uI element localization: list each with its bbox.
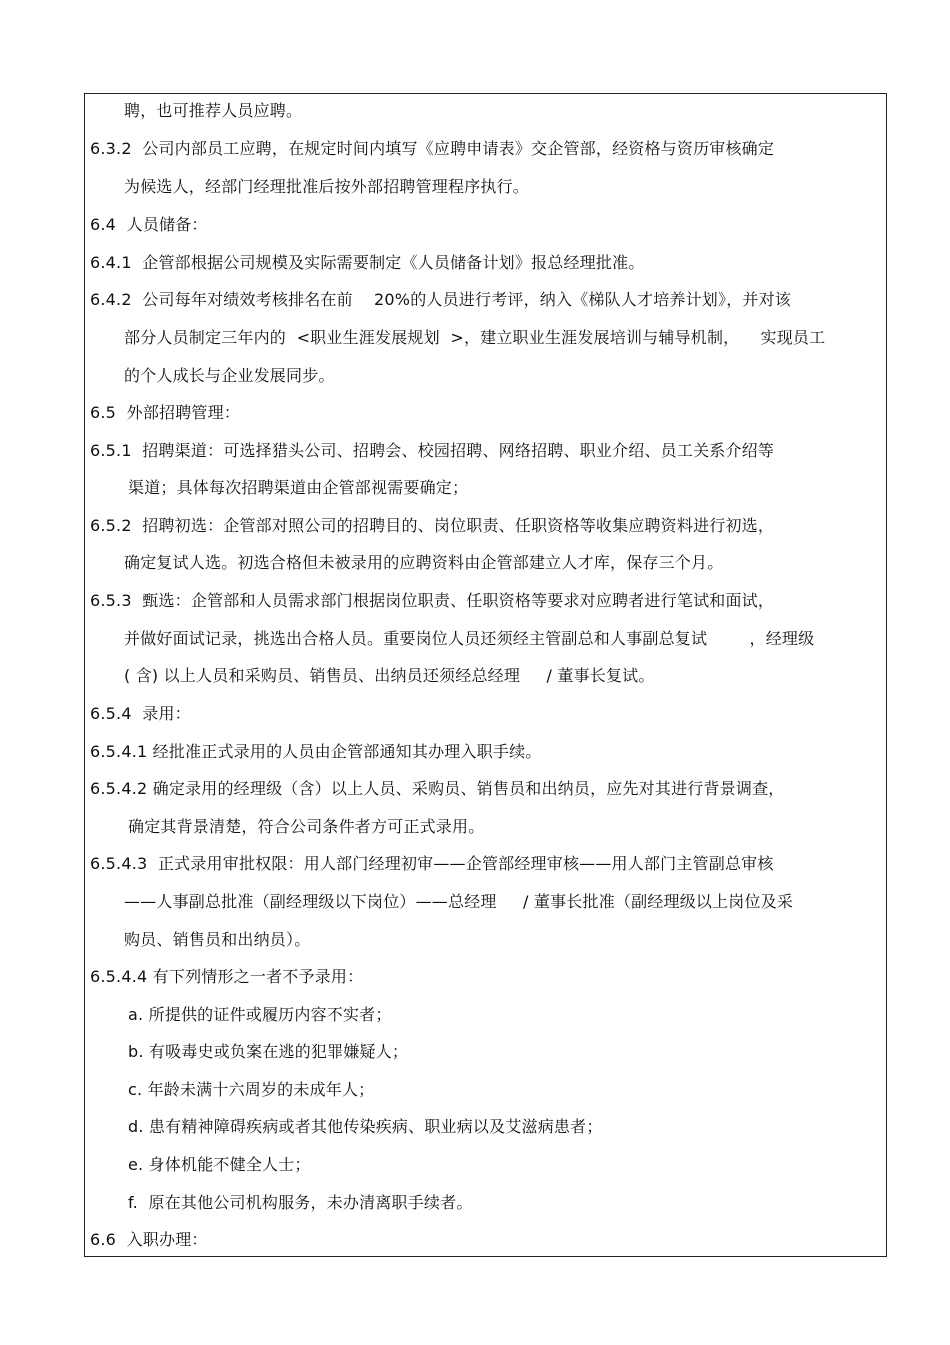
- text-line: 的个人成长与企业发展同步。: [124, 366, 335, 385]
- list-item-e: e. 身体机能不健全人士；: [128, 1155, 311, 1174]
- clause-6-5-2: 6.5.2 招聘初选：企管部对照公司的招聘目的、岗位职责、任职资格等收集应聘资料进行初选，: [90, 516, 775, 535]
- clause-6-5-1: 6.5.1 招聘渠道：可选择猎头公司、招聘会、校园招聘、网络招聘、职业介绍、员工关系介绍等: [90, 441, 775, 460]
- clause-6-3-2: 6.3.2 公司内部员工应聘，在规定时间内填写《应聘申请表》交企管部，经资格与资历审核确定: [90, 139, 775, 158]
- list-item-d: d. 患有精神障碍疾病或者其他传染疾病、职业病以及艾滋病患者；: [128, 1117, 603, 1136]
- list-item-a: a. 所提供的证件或履历内容不实者；: [128, 1005, 392, 1024]
- clause-6-5-4-3: 6.5.4.3 正式录用审批权限：用人部门经理初审——企管部经理审核——用人部门主管副总审核: [90, 854, 774, 873]
- clause-6-4-2: 6.4.2 公司每年对绩效考核排名在前 20%的人员进行考评，纳入《梯队人才培养计划》，并对该: [90, 290, 791, 309]
- text-line: 并做好面试记录，挑选出合格人员。重要岗位人员还须经主管副总和人事副总复试 ，经理级: [124, 629, 815, 648]
- text-line: 聘，也可推荐人员应聘。: [124, 101, 303, 120]
- section-6-4-heading: 6.4 人员储备：: [90, 215, 208, 234]
- text-line: ——人事副总批准（副经理级以下岗位）——总经理 / 董事长批准（副经理级以上岗位及采: [124, 892, 794, 911]
- text-line: 渠道；具体每次招聘渠道由企管部视需要确定；: [128, 478, 469, 497]
- clause-6-5-4-1: 6.5.4.1 经批准正式录用的人员由企管部通知其办理入职手续。: [90, 742, 542, 761]
- list-item-c: c. 年龄未满十六周岁的未成年人；: [128, 1080, 375, 1099]
- clause-6-5-4-2: 6.5.4.2 确定录用的经理级（含）以上人员、采购员、销售员和出纳员，应先对其进行背景调查，: [90, 779, 785, 798]
- text-line: 确定复试人选。初选合格但未被录用的应聘资料由企管部建立人才库，保存三个月。: [124, 553, 724, 572]
- clause-6-5-4-4: 6.5.4.4 有下列情形之一者不予录用：: [90, 967, 364, 986]
- clause-6-5-3: 6.5.3 甄选：企管部和人员需求部门根据岗位职责、任职资格等要求对应聘者进行笔试和面试，: [90, 591, 775, 610]
- clause-6-4-1: 6.4.1 企管部根据公司规模及实际需要制定《人员储备计划》报总经理批准。: [90, 253, 645, 272]
- text-line: 确定其背景清楚，符合公司条件者方可正式录用。: [128, 817, 485, 836]
- text-line: 为候选人，经部门经理批准后按外部招聘管理程序执行。: [124, 177, 530, 196]
- clause-6-5-4: 6.5.4 录用：: [90, 704, 191, 723]
- list-item-f: f. 原在其他公司机构服务，未办清离职手续者。: [128, 1193, 473, 1212]
- text-line: 购员、销售员和出纳员）。: [124, 930, 311, 949]
- text-line: ( 含) 以上人员和采购员、销售员、出纳员还须经总经理 / 董事长复试。: [124, 666, 655, 685]
- text-line: 部分人员制定三年内的 <职业生涯发展规划 >，建立职业生涯发展培训与辅导机制， 实现员工: [124, 328, 826, 347]
- section-6-6-heading: 6.6 入职办理：: [90, 1230, 208, 1249]
- section-6-5-heading: 6.5 外部招聘管理：: [90, 403, 241, 422]
- list-item-b: b. 有吸毒史或负案在逃的犯罪嫌疑人；: [128, 1042, 409, 1061]
